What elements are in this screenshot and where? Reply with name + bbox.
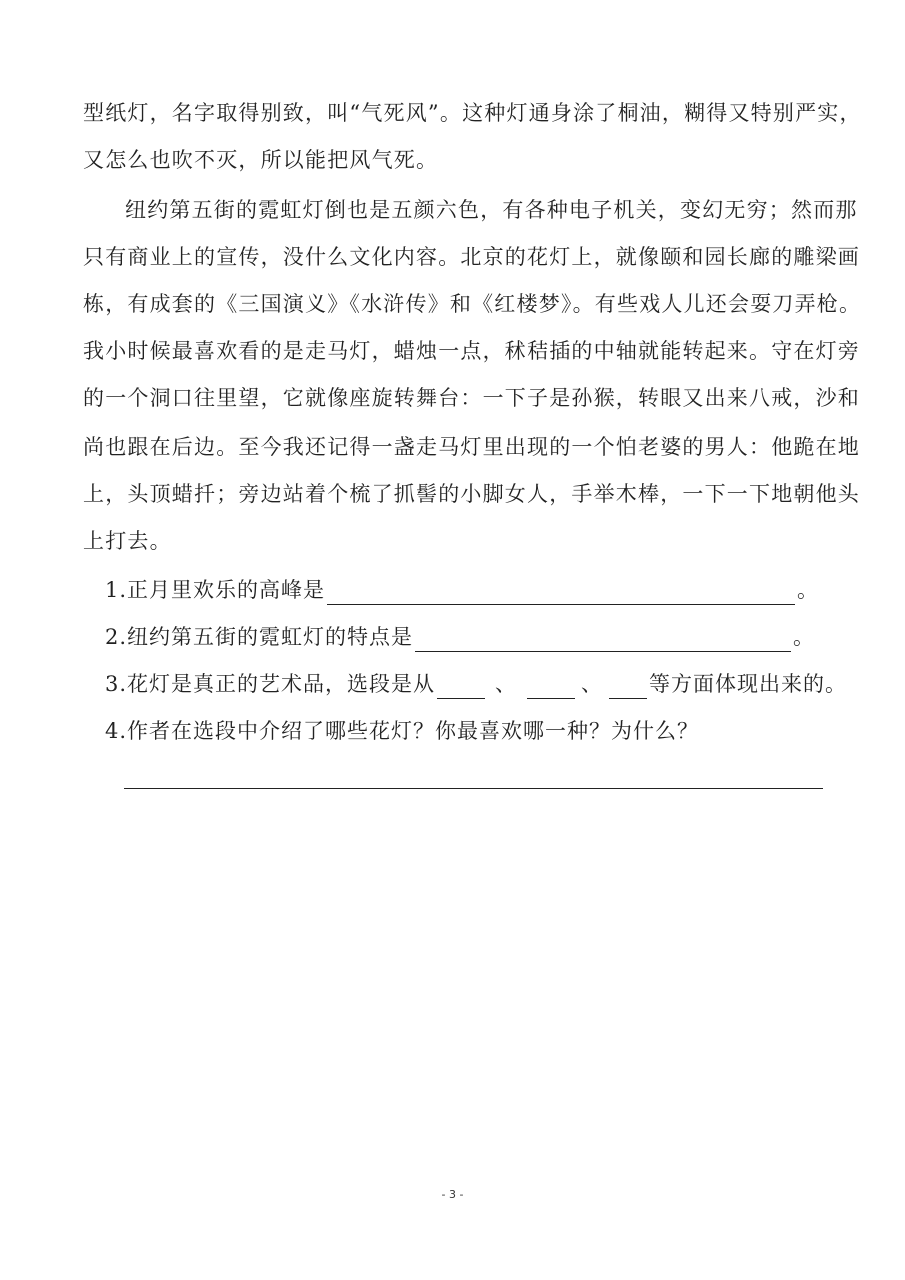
question-1-text: 1.正月里欢乐的高峰是: [105, 578, 326, 602]
passage-line-10: 上打去。: [83, 529, 172, 553]
passage-line-2: 又怎么也吹不灭，所以能把风气死。: [83, 148, 439, 172]
passage-line-9: 上，头顶蜡扦；旁边站着个梳了抓髻的小脚女人，手举木棒，一下一下地朝他头: [83, 482, 860, 506]
question-4: [105, 716, 699, 746]
question-3-blank-2[interactable]: [527, 674, 575, 699]
question-4-answer-line[interactable]: [124, 788, 823, 789]
question-1-answer-blank[interactable]: [327, 580, 795, 605]
passage-line-7: 的一个洞口往里望，它就像座旋转舞台：一下子是孙猴，转眼又出来八戒，沙和: [83, 386, 860, 410]
question-2-text: 2.纽约第五街的霓虹灯的特点是: [105, 625, 414, 649]
passage-line-3: 纽约第五街的霓虹灯倒也是五颜六色，有各种电子机关，变幻无穷；然而那: [125, 198, 858, 222]
passage-line-4: 只有商业上的宣传，没什么文化内容。北京的花灯上，就像颐和园长廊的雕梁画: [83, 245, 860, 269]
question-3-blank-1[interactable]: [437, 674, 485, 699]
question-1-suffix: 。: [797, 578, 820, 602]
question-3: [105, 669, 847, 699]
passage-line-5: 栋，有成套的《三国演义》《水浒传》和《红楼梦》。有些戏人儿还会耍刀弄枪。: [83, 292, 862, 316]
question-2-suffix: 。: [793, 625, 816, 649]
passage-line-1: 型纸灯，名字取得别致，叫“气死风”。这种灯通身涂了桐油，糊得又特别严实，: [83, 101, 862, 125]
question-2: [105, 622, 815, 652]
question-3-blank-3[interactable]: [609, 674, 647, 699]
question-3-separator-1: 、: [495, 672, 518, 696]
passage-line-6: 我小时候最喜欢看的是走马灯，蜡烛一点，秫秸插的中轴就能转起来。守在灯旁: [83, 339, 860, 363]
question-2-answer-blank[interactable]: [415, 627, 791, 652]
question-3-separator-2: 、: [581, 672, 604, 696]
question-3-suffix: 等方面体现出来的。: [649, 672, 848, 696]
page-number: - 3 -: [441, 1188, 464, 1201]
question-1: [105, 575, 819, 605]
passage-line-8: 尚也跟在后边。至今我还记得一盏走马灯里出现的一个怕老婆的男人：他跪在地: [83, 435, 860, 459]
question-3-text: 3.花灯是真正的艺术品，选段是从: [105, 672, 436, 696]
question-4-text: 4.作者在选段中介绍了哪些花灯？你最喜欢哪一种？为什么？: [105, 719, 700, 743]
